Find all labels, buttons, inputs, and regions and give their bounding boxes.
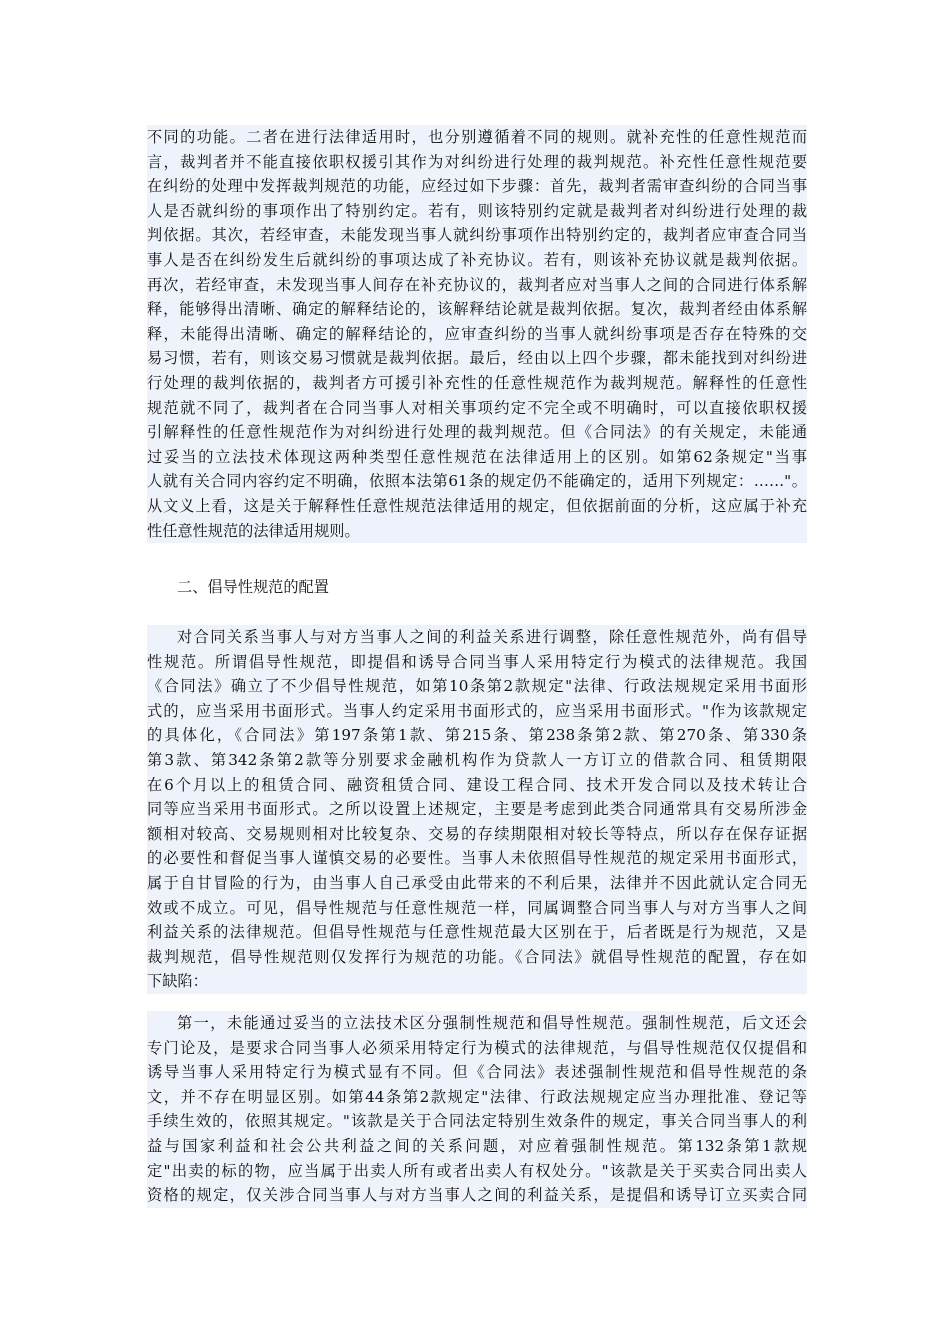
- text-line: 诱导当事人采用特定行为模式显有不同。但《合同法》表述强制性规范和倡导性规范的条: [147, 1063, 807, 1082]
- text-line: 对合同关系当事人与对方当事人之间的利益关系进行调整，除任意性规范外，尚有倡导: [177, 628, 807, 646]
- text-line: 的具体化，《合同法》第197条第1款、第215条、第238条第2款、第270条、第330条: [147, 726, 807, 745]
- paragraph-2: [147, 625, 807, 994]
- text-line: 在纠纷的处理中发挥裁判规范的功能，应经过如下步骤：首先，裁判者需审查纠纷的合同当事: [147, 177, 807, 196]
- text-line: 释，未能得出清晰、确定的解释结论的，应审查纠纷的当事人就纠纷事项是否存在特殊的交: [147, 324, 807, 343]
- text-line: 过妥当的立法技术体现这两种类型任意性规范在法律适用上的区别。如第62条规定"当事: [147, 447, 807, 466]
- text-line: 益与国家利益和社会公共利益之间的关系问题，对应着强制性规范。第132条第1款规: [147, 1136, 807, 1155]
- text-line: 裁判规范，倡导性规范则仅发挥行为规范的功能。《合同法》就倡导性规范的配置，存在如: [147, 947, 807, 966]
- text-line: 从文义上看，这是关于解释性任意性规范法律适用的规定，但依据前面的分析，这应属于补充: [147, 496, 807, 515]
- text-line: 引解释性的任意性规范作为对纠纷进行处理的裁判规范。但《合同法》的有关规定，未能通: [147, 423, 807, 442]
- text-line: 定"出卖的标的物，应当属于出卖人所有或者出卖人有权处分。"该款是关于买卖合同出卖人: [147, 1161, 807, 1180]
- text-line: 效或不成立。可见，倡导性规范与任意性规范一样，同属调整合同当事人与对方当事人之间: [147, 898, 807, 917]
- text-line: 行处理的裁判依据的，裁判者方可援引补充性的任意性规范作为裁判规范。解释性的任意性: [147, 373, 807, 392]
- paragraph-3: [147, 1011, 807, 1208]
- text-line: 资格的规定，仅关涉合同当事人与对方当事人之间的利益关系，是提倡和诱导订立买卖合同: [147, 1186, 807, 1205]
- text-line: 事人是否在纠纷发生后就纠纷的事项达成了补充协议。若有，则该补充协议就是裁判依据。: [147, 250, 807, 269]
- text-line: 额相对较高、交易规则相对比较复杂、交易的存续期限相对较长等特点，所以存在保存证据: [147, 824, 807, 843]
- text-line: 再次，若经审查，未发现当事人间存在补充协议的，裁判者应对当事人之间的合同进行体系解: [147, 275, 807, 294]
- text-line: 下缺陷：: [147, 972, 208, 991]
- text-line: 式的，应当采用书面形式。当事人约定采用书面形式的，应当采用书面形式。"作为该款规定: [147, 701, 807, 720]
- text-line: 手续生效的，依照其规定。"该款是关于合同法定特别生效条件的规定，事关合同当事人的利: [147, 1112, 807, 1131]
- text-line: 人就有关合同内容约定不明确，依照本法第61条的规定仍不能确定的，适用下列规定：……"。: [147, 472, 807, 491]
- text-line: 不同的功能。二者在进行法律适用时，也分别遵循着不同的规则。就补充性的任意性规范而: [147, 128, 807, 146]
- text-line: 易习惯，若有，则该交易习惯就是裁判依据。最后，经由以上四个步骤，都未能找到对纠纷进: [147, 349, 807, 368]
- text-line: 利益关系的法律规范。但倡导性规范与任意性规范最大区别在于，后者既是行为规范，又是: [147, 923, 807, 942]
- text-line: 判依据。其次，若经审查，未能发现当事人就纠纷事项作出特别约定的，裁判者应审查合同当: [147, 226, 807, 245]
- text-line: 属于自甘冒险的行为，由当事人自己承受由此带来的不利后果，法律并不因此就认定合同无: [147, 873, 807, 892]
- section-heading: 二、倡导性规范的配置: [177, 578, 329, 596]
- text-line: 言，裁判者并不能直接依职权援引其作为对纠纷进行处理的裁判规范。补充性任意性规范要: [147, 152, 807, 171]
- text-line: 规范就不同了，裁判者在合同当事人对相关事项约定不完全或不明确时，可以直接依职权援: [147, 398, 807, 417]
- paragraph-1: [147, 125, 807, 543]
- text-line: 性规范。所谓倡导性规范，即提倡和诱导合同当事人采用特定行为模式的法律规范。我国: [147, 652, 807, 671]
- text-line: 在6个月以上的租赁合同、融资租赁合同、建设工程合同、技术开发合同以及技术转让合: [147, 775, 807, 794]
- text-line: 第一，未能通过妥当的立法技术区分强制性规范和倡导性规范。强制性规范，后文还会: [177, 1014, 807, 1032]
- text-line: 的必要性和督促当事人谨慎交易的必要性。当事人未依照倡导性规范的规定采用书面形式，: [147, 849, 807, 868]
- text-line: 释，能够得出清晰、确定的解释结论的，该解释结论就是裁判依据。复次，裁判者经由体系解: [147, 300, 807, 319]
- text-line: 《合同法》确立了不少倡导性规范，如第10条第2款规定"法律、行政法规规定采用书面形: [147, 677, 807, 696]
- text-line: 文，并不存在明显区别。如第44条第2款规定"法律、行政法规规定应当办理批准、登记等: [147, 1087, 807, 1106]
- text-line: 人是否就纠纷的事项作出了特别约定。若有，则该特别约定就是裁判者对纠纷进行处理的裁: [147, 201, 807, 220]
- text-line: 第3款、第342条第2款等分别要求金融机构作为贷款人一方订立的借款合同、租赁期限: [147, 750, 807, 769]
- text-line: 专门论及，是要求合同当事人必须采用特定行为模式的法律规范，与倡导性规范仅仅提倡和: [147, 1038, 807, 1057]
- text-line: 性任意性规范的法律适用规则。: [147, 521, 360, 540]
- text-line: 同等应当采用书面形式。之所以设置上述规定，主要是考虑到此类合同通常具有交易所涉金: [147, 800, 807, 819]
